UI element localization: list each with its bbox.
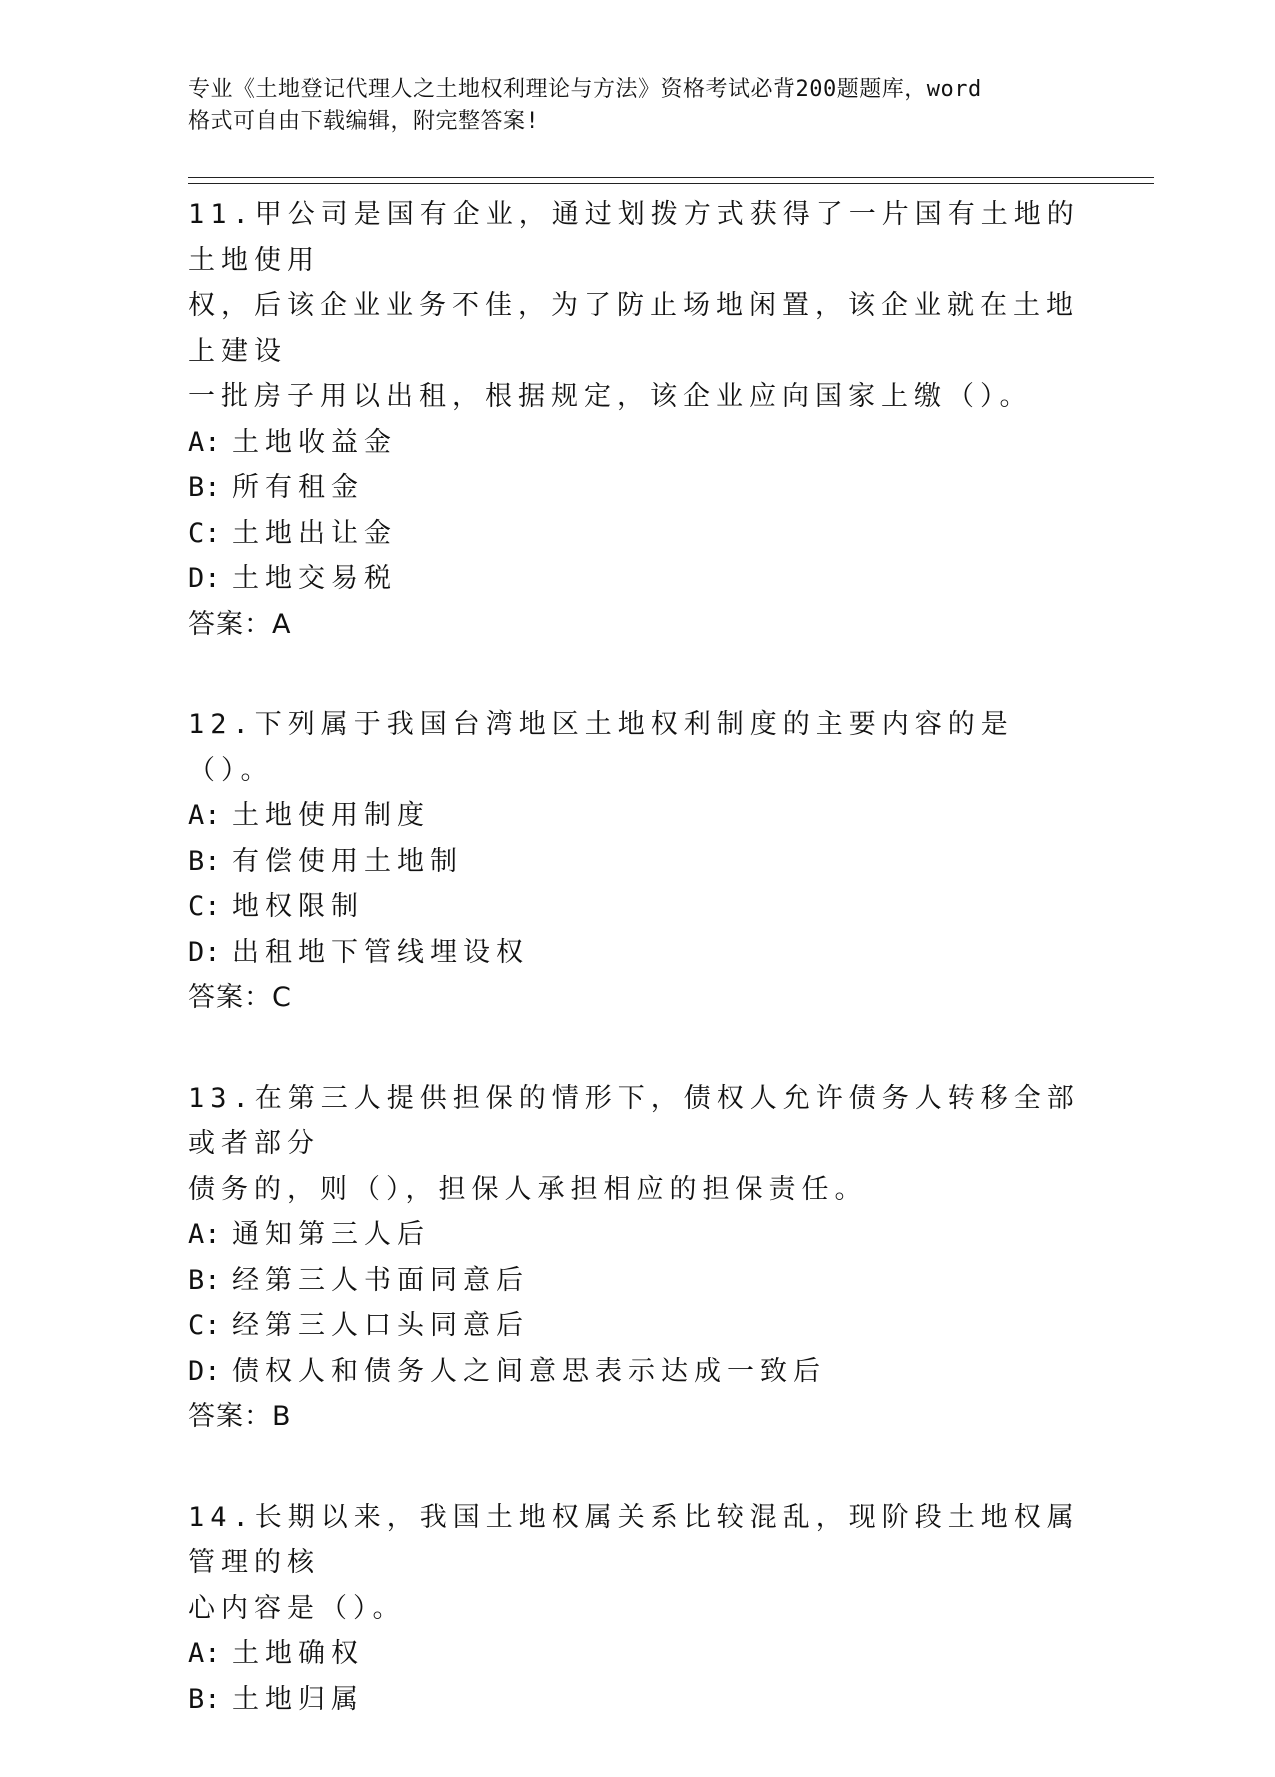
question-stem-line: 13.在第三人提供担保的情形下，债权人允许债务人转移全部或者部分 [188,1082,1080,1159]
option-text: 出租地下管线埋设权 [232,936,529,968]
answer-option [188,1212,1088,1258]
question-block [188,702,1088,1021]
question-stem-line: 14.长期以来，我国土地权属关系比较混乱，现阶段土地权属管理的核 [188,1501,1080,1578]
document-header [188,74,1068,138]
option-key: D: [188,1355,221,1387]
answer-option [188,556,1088,602]
question-stem-line: 一批房子用以出租，根据规定，该企业应向国家上缴（）。 [188,381,1033,412]
answer-option [188,1677,1088,1723]
answer-line [188,1394,1088,1440]
option-key: B: [188,1683,221,1715]
header-line-1: 专业《土地登记代理人之土地权利理论与方法》资格考试必背200题题库，word [188,77,982,102]
option-text: 经第三人书面同意后 [232,1264,529,1296]
answer-value: A [272,608,292,640]
option-text: 经第三人口头同意后 [232,1310,529,1341]
answer-option [188,420,1088,466]
option-key: C: [188,517,221,549]
option-text: 土地交易税 [232,563,397,594]
answer-line [188,975,1088,1021]
header-line-2: 格式可自由下载编辑，附完整答案! [188,109,540,134]
answer-option [188,839,1088,885]
answer-label: 答案： [188,1401,272,1432]
option-text: 地权限制 [232,891,364,922]
question-stem-line: 12.下列属于我国台湾地区土地权利制度的主要内容的是（）。 [188,709,1014,786]
answer-line [188,602,1088,648]
option-key: A: [188,1219,221,1250]
question-block [188,1076,1088,1440]
option-text: 土地出让金 [232,517,397,549]
answer-option [188,465,1088,511]
option-key: A: [188,426,221,458]
option-text: 土地使用制度 [232,800,430,831]
option-text: 债权人和债务人之间意思表示达成一致后 [232,1355,826,1387]
option-key: A: [188,800,221,831]
option-text: 所有租金 [232,472,364,503]
answer-option [188,793,1088,839]
header-divider-bottom [188,183,1154,184]
question-stem-line: 心内容是（）。 [188,1592,406,1624]
option-key: B: [188,472,221,503]
answer-label: 答案： [188,982,272,1013]
answer-option [188,1349,1088,1395]
answer-option [188,1303,1088,1349]
question-stem-line: 债务的，则（），担保人承担相应的担保责任。 [188,1173,868,1205]
option-text: 有偿使用土地制 [232,845,463,877]
option-text: 通知第三人后 [232,1219,430,1250]
option-key: B: [188,845,221,877]
question-block [188,192,1088,647]
question-stem-line: 权，后该企业业务不佳，为了防止场地闲置，该企业就在土地上建设 [188,290,1079,367]
option-key: D: [188,936,221,968]
option-key: C: [188,891,221,922]
answer-label: 答案： [188,608,272,640]
question-list [188,192,1088,1777]
answer-value: B [272,1401,292,1432]
answer-option [188,511,1088,557]
question-block [188,1495,1088,1723]
answer-option [188,1631,1088,1677]
option-text: 土地确权 [232,1638,364,1669]
option-text: 土地归属 [232,1683,364,1715]
answer-option [188,884,1088,930]
answer-option [188,930,1088,976]
answer-value: C [272,982,292,1013]
question-stem-line: 11.甲公司是国有企业，通过划拨方式获得了一片国有土地的土地使用 [188,199,1080,276]
option-text: 土地收益金 [232,426,397,458]
option-key: B: [188,1264,221,1296]
option-key: C: [188,1310,221,1341]
option-key: D: [188,563,221,594]
header-divider-top [188,177,1154,178]
option-key: A: [188,1638,221,1669]
answer-option [188,1258,1088,1304]
